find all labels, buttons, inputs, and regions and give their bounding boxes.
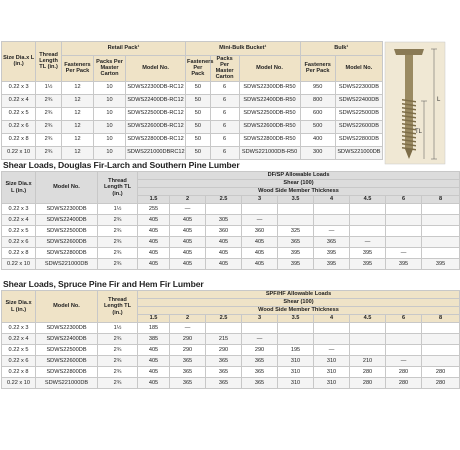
- df-sp-table-title: Shear Loads, Douglas Fir-Larch and Southern Pine Lumber: [3, 160, 240, 170]
- table-cell: [386, 334, 422, 345]
- model-no-header: Model No.: [36, 291, 98, 323]
- table-cell: [422, 237, 460, 248]
- table-cell: 405: [138, 345, 170, 356]
- table-cell: 0.22 x 4: [2, 215, 36, 226]
- table-cell: SDWS22300DB: [36, 323, 98, 334]
- table-cell: 0.22 x 5: [2, 345, 36, 356]
- table-cell: 10: [94, 133, 126, 146]
- table-cell: [242, 323, 278, 334]
- thread-header: Thread Length TL (in.): [98, 172, 138, 204]
- table-row: [2, 81, 383, 94]
- table-row: [2, 215, 460, 226]
- table-cell: 405: [138, 237, 170, 248]
- table-row: [2, 133, 383, 146]
- table-cell: [422, 204, 460, 215]
- table-cell: 0.22 x 3: [2, 81, 36, 94]
- table-cell: 0.22 x 5: [2, 107, 36, 120]
- shear-header: Shear (100): [138, 180, 460, 188]
- table-cell: SDWS22500DB: [36, 226, 98, 237]
- table-cell: 2¾: [36, 120, 62, 133]
- table-cell: SDWS22600DB: [335, 120, 382, 133]
- table-cell: SDWS22400DB: [335, 94, 382, 107]
- table-cell: 6: [210, 81, 239, 94]
- table-row: [2, 367, 460, 378]
- thickness-header: 4.5: [350, 315, 386, 323]
- table-cell: 365: [170, 367, 206, 378]
- thickness-header: 3: [242, 315, 278, 323]
- table-cell: 405: [170, 226, 206, 237]
- table-cell: 0.22 x 6: [2, 356, 36, 367]
- table-cell: 12: [61, 94, 93, 107]
- table-cell: 2¾: [36, 146, 62, 159]
- table-cell: 2¾: [36, 133, 62, 146]
- table-cell: [314, 323, 350, 334]
- table-cell: 0.22 x 4: [2, 94, 36, 107]
- table-cell: [242, 204, 278, 215]
- retail-pack-header: Retail Pack¹: [61, 42, 185, 56]
- table-cell: 0.22 x 3: [2, 323, 36, 334]
- table-cell: 0.22 x 4: [2, 334, 36, 345]
- table-cell: 405: [138, 215, 170, 226]
- wood-thickness-header: Wood Side Member Thickness: [138, 188, 460, 196]
- table-cell: SDWS22800DB: [335, 133, 382, 146]
- product-table: [1, 41, 383, 160]
- table-cell: 600: [300, 107, 335, 120]
- table-cell: SDWS221000DB: [36, 259, 98, 270]
- table-row: [2, 226, 460, 237]
- table-cell: 50: [186, 146, 211, 159]
- table-cell: 405: [170, 215, 206, 226]
- table-cell: [278, 323, 314, 334]
- table-cell: 950: [300, 81, 335, 94]
- table-cell: 405: [242, 237, 278, 248]
- table-cell: —: [350, 237, 386, 248]
- table-cell: [278, 215, 314, 226]
- table-cell: 215: [206, 334, 242, 345]
- table-row: [2, 204, 460, 215]
- table-cell: 10: [94, 120, 126, 133]
- table-cell: 10: [94, 94, 126, 107]
- size-header: Size Dia.x L (in.): [2, 42, 36, 82]
- table-cell: 1½: [98, 204, 138, 215]
- table-cell: —: [314, 226, 350, 237]
- table-cell: SDWS22800DB: [36, 367, 98, 378]
- table-row: [2, 107, 383, 120]
- table-cell: 405: [138, 259, 170, 270]
- table-cell: 0.22 x 3: [2, 204, 36, 215]
- table-cell: 385: [138, 334, 170, 345]
- table-cell: 310: [278, 356, 314, 367]
- table-cell: SDWS22600DB-RC12: [126, 120, 186, 133]
- table-cell: 405: [242, 248, 278, 259]
- thread-header: Thread Length TL (in.): [98, 291, 138, 323]
- table-cell: 405: [170, 248, 206, 259]
- table-cell: [350, 345, 386, 356]
- table-cell: 280: [386, 378, 422, 389]
- table-cell: 280: [350, 367, 386, 378]
- table-cell: SDWS22500DB: [335, 107, 382, 120]
- table-cell: SDWS22300DB-RC12: [126, 81, 186, 94]
- table-cell: [350, 226, 386, 237]
- table-row: [2, 146, 383, 159]
- table-cell: [386, 215, 422, 226]
- table-cell: 50: [186, 133, 211, 146]
- thickness-header: 4: [314, 196, 350, 204]
- table-cell: 360: [242, 226, 278, 237]
- table-cell: [422, 345, 460, 356]
- table-cell: SDWS22300DB-R50: [239, 81, 300, 94]
- table-cell: 405: [170, 259, 206, 270]
- thickness-header: 1.5: [138, 196, 170, 204]
- table-cell: 290: [242, 345, 278, 356]
- table-cell: 195: [278, 345, 314, 356]
- table-cell: [422, 248, 460, 259]
- length-label: L: [437, 97, 441, 103]
- table-cell: [206, 204, 242, 215]
- size-header: Size Dia.x L (in.): [2, 291, 36, 323]
- table-cell: 12: [61, 120, 93, 133]
- table-cell: 400: [300, 133, 335, 146]
- table-cell: 405: [206, 259, 242, 270]
- table-cell: 365: [170, 378, 206, 389]
- table-cell: [386, 237, 422, 248]
- mini-bulk-header: Mini-Bulk Bucket¹: [186, 42, 300, 56]
- table-cell: 405: [206, 237, 242, 248]
- fasteners-per-pack-header: Fasteners Per Pack: [61, 56, 93, 82]
- fasteners-per-pack-header: Fasteners Per Pack: [186, 56, 211, 82]
- model-no-header: Model No.: [36, 172, 98, 204]
- model-no-header: Model No.: [335, 56, 382, 82]
- thickness-header: 3.5: [278, 315, 314, 323]
- table-row: [2, 323, 460, 334]
- table-cell: 0.22 x 10: [2, 259, 36, 270]
- table-cell: SDWS22500DB-RC12: [126, 107, 186, 120]
- model-no-header: Model No.: [126, 56, 186, 82]
- table-cell: SDWS221000DB: [36, 378, 98, 389]
- thickness-header: 2: [170, 315, 206, 323]
- table-row: [2, 378, 460, 389]
- thickness-header: 6: [386, 196, 422, 204]
- table-cell: 365: [314, 237, 350, 248]
- table-cell: [386, 345, 422, 356]
- table-cell: SDWS22300DB: [36, 204, 98, 215]
- table-cell: 0.22 x 8: [2, 133, 36, 146]
- table-cell: 280: [386, 367, 422, 378]
- table-cell: SDWS22500DB-R50: [239, 107, 300, 120]
- table-cell: 6: [210, 94, 239, 107]
- table-cell: —: [170, 323, 206, 334]
- thickness-header: 4.5: [350, 196, 386, 204]
- table-cell: 325: [278, 226, 314, 237]
- table-cell: 310: [314, 356, 350, 367]
- table-cell: 290: [206, 345, 242, 356]
- table-cell: 405: [138, 367, 170, 378]
- table-cell: [206, 323, 242, 334]
- table-cell: SDWS221000DB-R50: [239, 146, 300, 159]
- allowable-loads-header: DF/SP Allowable Loads: [138, 172, 460, 180]
- table-cell: 6: [210, 146, 239, 159]
- table-cell: 800: [300, 94, 335, 107]
- table-cell: 12: [61, 146, 93, 159]
- table-cell: 1½: [98, 323, 138, 334]
- table-cell: 310: [314, 378, 350, 389]
- table-cell: 0.22 x 10: [2, 378, 36, 389]
- table-cell: 395: [422, 259, 460, 270]
- table-cell: 2¾: [98, 226, 138, 237]
- table-cell: 2¾: [36, 107, 62, 120]
- table-cell: SDWS22400DB-R50: [239, 94, 300, 107]
- table-cell: 305: [206, 215, 242, 226]
- table-cell: 0.22 x 6: [2, 120, 36, 133]
- table-cell: [278, 204, 314, 215]
- table-cell: 405: [138, 378, 170, 389]
- table-cell: 12: [61, 133, 93, 146]
- table-cell: 290: [170, 334, 206, 345]
- thickness-header: 1.5: [138, 315, 170, 323]
- table-cell: [422, 356, 460, 367]
- table-cell: 365: [206, 378, 242, 389]
- table-cell: 255: [138, 204, 170, 215]
- table-cell: 405: [138, 248, 170, 259]
- table-cell: 395: [386, 259, 422, 270]
- table-cell: [386, 226, 422, 237]
- table-cell: 395: [278, 248, 314, 259]
- table-cell: 0.22 x 6: [2, 237, 36, 248]
- table-cell: [314, 334, 350, 345]
- table-cell: 50: [186, 94, 211, 107]
- table-cell: 2¾: [98, 334, 138, 345]
- thickness-header: 2: [170, 196, 206, 204]
- table-cell: 365: [242, 367, 278, 378]
- table-cell: 6: [210, 133, 239, 146]
- table-cell: 2¾: [98, 367, 138, 378]
- table-cell: —: [314, 345, 350, 356]
- table-cell: 12: [61, 81, 93, 94]
- table-cell: 365: [170, 356, 206, 367]
- table-cell: SDWS22600DB: [36, 356, 98, 367]
- table-cell: 50: [186, 81, 211, 94]
- table-cell: 280: [422, 378, 460, 389]
- table-row: [2, 248, 460, 259]
- table-cell: 500: [300, 120, 335, 133]
- table-cell: SDWS22500DB: [36, 345, 98, 356]
- table-cell: SDWS22300DB: [335, 81, 382, 94]
- table-cell: 310: [278, 378, 314, 389]
- table-cell: SDWS22800DB-RC12: [126, 133, 186, 146]
- shear-header: Shear (100): [138, 299, 460, 307]
- table-cell: [422, 323, 460, 334]
- df-sp-shear-table: [1, 171, 460, 270]
- table-cell: 2¾: [98, 378, 138, 389]
- table-cell: SDWS221000DB: [335, 146, 382, 159]
- table-cell: 6: [210, 120, 239, 133]
- table-cell: 0.22 x 8: [2, 248, 36, 259]
- thickness-header: 3.5: [278, 196, 314, 204]
- spf-hf-shear-table: [1, 290, 460, 389]
- table-cell: [314, 215, 350, 226]
- table-cell: 280: [350, 378, 386, 389]
- model-no-header: Model No.: [239, 56, 300, 82]
- table-cell: [278, 334, 314, 345]
- thickness-header: 8: [422, 196, 460, 204]
- table-cell: [350, 323, 386, 334]
- table-cell: 2¾: [98, 259, 138, 270]
- table-cell: SDWS22800DB: [36, 248, 98, 259]
- table-cell: 1½: [36, 81, 62, 94]
- table-cell: 10: [94, 146, 126, 159]
- table-cell: 395: [350, 259, 386, 270]
- table-cell: 290: [170, 345, 206, 356]
- table-cell: 2¾: [98, 356, 138, 367]
- table-cell: 395: [278, 259, 314, 270]
- table-cell: 405: [242, 259, 278, 270]
- table-cell: [422, 215, 460, 226]
- table-cell: 405: [138, 356, 170, 367]
- table-cell: 210: [350, 356, 386, 367]
- table-cell: 300: [300, 146, 335, 159]
- table-cell: 0.22 x 8: [2, 367, 36, 378]
- table-cell: 50: [186, 107, 211, 120]
- packs-per-carton-header: Packs Per Master Carton: [94, 56, 126, 82]
- table-cell: 395: [314, 248, 350, 259]
- table-cell: [350, 204, 386, 215]
- table-cell: SDWS221000DBRC12: [126, 146, 186, 159]
- table-cell: 280: [422, 367, 460, 378]
- table-cell: [350, 215, 386, 226]
- table-cell: 2¾: [98, 215, 138, 226]
- fasteners-per-pack-header: Fasteners Per Pack: [300, 56, 335, 82]
- table-cell: SDWS22600DB-R50: [239, 120, 300, 133]
- screw-diagram: [384, 41, 446, 165]
- bulk-header: Bulk¹: [300, 42, 382, 56]
- thickness-header: 2.5: [206, 196, 242, 204]
- table-cell: SDWS22800DB-R50: [239, 133, 300, 146]
- thickness-header: 3: [242, 196, 278, 204]
- table-cell: 2¾: [98, 237, 138, 248]
- thickness-header: 8: [422, 315, 460, 323]
- table-cell: 365: [242, 378, 278, 389]
- table-cell: SDWS22600DB: [36, 237, 98, 248]
- table-cell: [314, 204, 350, 215]
- table-cell: —: [242, 215, 278, 226]
- table-cell: 2¾: [36, 94, 62, 107]
- table-cell: 395: [314, 259, 350, 270]
- table-cell: —: [386, 356, 422, 367]
- table-row: [2, 356, 460, 367]
- table-cell: 10: [94, 107, 126, 120]
- table-cell: —: [170, 204, 206, 215]
- table-cell: —: [386, 248, 422, 259]
- table-cell: 2¾: [98, 248, 138, 259]
- table-cell: SDWS22400DB: [36, 334, 98, 345]
- table-cell: [386, 204, 422, 215]
- table-cell: SDWS22400DB-RC12: [126, 94, 186, 107]
- thickness-header: 2.5: [206, 315, 242, 323]
- table-row: [2, 345, 460, 356]
- table-cell: —: [242, 334, 278, 345]
- table-cell: 185: [138, 323, 170, 334]
- table-cell: 365: [206, 367, 242, 378]
- table-cell: 0.22 x 5: [2, 226, 36, 237]
- table-cell: [386, 323, 422, 334]
- table-row: [2, 237, 460, 248]
- table-cell: 405: [206, 248, 242, 259]
- table-cell: [422, 226, 460, 237]
- thread-length-label: TL: [415, 129, 423, 135]
- table-cell: 50: [186, 120, 211, 133]
- packs-per-carton-header: Packs Per Master Carton: [210, 56, 239, 82]
- size-header: Size Dia.x L (in.): [2, 172, 36, 204]
- table-cell: 365: [242, 356, 278, 367]
- allowable-loads-header: SPF/HF Allowable Loads: [138, 291, 460, 299]
- table-cell: 12: [61, 107, 93, 120]
- table-cell: 365: [278, 237, 314, 248]
- table-cell: 0.22 x 10: [2, 146, 36, 159]
- thread-header: Thread Length TL (in.): [36, 42, 62, 82]
- table-cell: [350, 334, 386, 345]
- wood-thickness-header: Wood Side Member Thickness: [138, 307, 460, 315]
- table-cell: SDWS22400DB: [36, 215, 98, 226]
- table-cell: [422, 334, 460, 345]
- table-cell: 2¾: [98, 345, 138, 356]
- thickness-header: 6: [386, 315, 422, 323]
- table-row: [2, 120, 383, 133]
- table-cell: 395: [350, 248, 386, 259]
- table-cell: 6: [210, 107, 239, 120]
- table-row: [2, 94, 383, 107]
- table-cell: 10: [94, 81, 126, 94]
- table-cell: 405: [170, 237, 206, 248]
- spf-hf-table-title: Shear Loads, Spruce Pine Fir and Hem Fir Lumber: [3, 279, 204, 289]
- table-row: [2, 259, 460, 270]
- table-cell: 365: [206, 356, 242, 367]
- table-cell: 310: [278, 367, 314, 378]
- table-row: [2, 334, 460, 345]
- table-cell: 405: [138, 226, 170, 237]
- table-cell: 310: [314, 367, 350, 378]
- table-cell: 360: [206, 226, 242, 237]
- thickness-header: 4: [314, 315, 350, 323]
